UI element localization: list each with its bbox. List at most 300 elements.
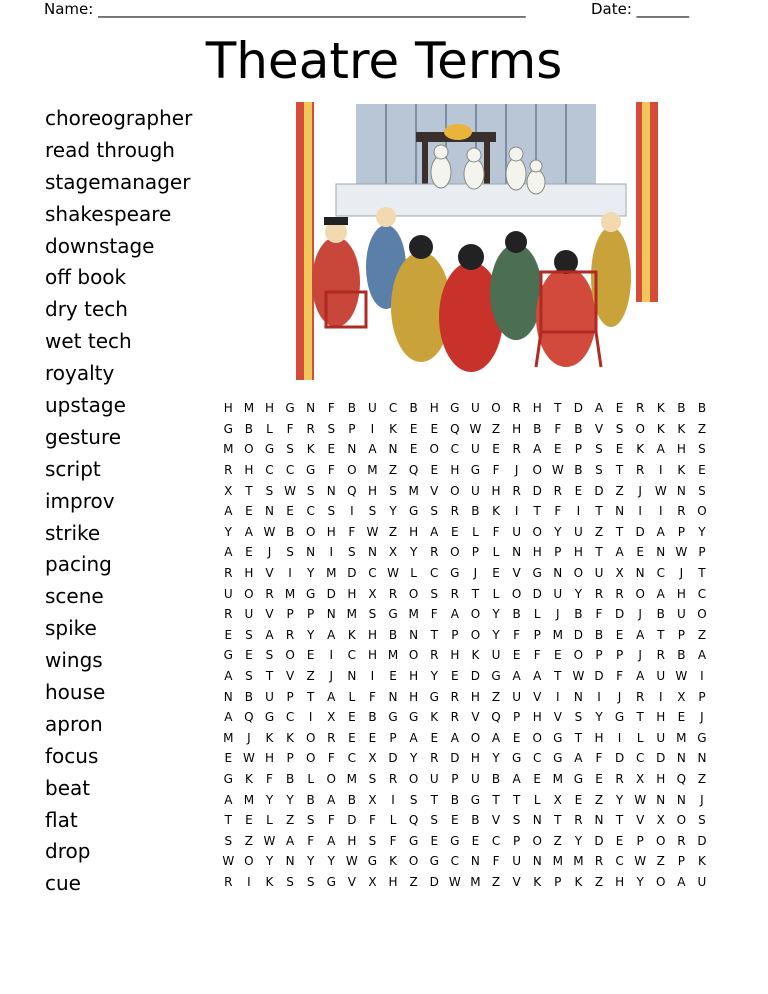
- word-list-item: stagemanager: [45, 169, 191, 194]
- grid-letter: H: [264, 751, 274, 766]
- grid-letter: P: [471, 545, 480, 560]
- grid-letter: R: [574, 813, 583, 828]
- grid-letter: K: [244, 771, 253, 786]
- grid-letter: Y: [265, 792, 274, 807]
- grid-letter: Z: [388, 524, 398, 539]
- word-list-item: cue: [45, 871, 81, 896]
- grid-letter: N: [697, 751, 707, 766]
- word-list-item: spike: [45, 616, 97, 641]
- grid-letter: E: [245, 504, 253, 519]
- grid-letter: A: [677, 874, 686, 889]
- grid-letter: S: [286, 874, 294, 889]
- grid-letter: R: [450, 504, 459, 519]
- grid-letter: A: [224, 792, 233, 807]
- grid-letter: B: [677, 401, 686, 416]
- grid-letter: B: [244, 689, 253, 704]
- grid-letter: H: [573, 545, 583, 560]
- grid-letter: C: [533, 751, 542, 766]
- grid-letter: U: [368, 401, 377, 416]
- grid-letter: O: [305, 524, 316, 539]
- grid-letter: I: [514, 504, 519, 519]
- grid-letter: P: [389, 730, 397, 745]
- grid-letter: R: [512, 483, 521, 498]
- grid-letter: E: [471, 833, 480, 848]
- grid-letter: G: [429, 689, 439, 704]
- word-list: [45, 104, 192, 901]
- grid-letter: N: [573, 689, 583, 704]
- grid-letter: E: [574, 792, 583, 807]
- grid-letter: H: [347, 586, 357, 601]
- grid-letter: E: [430, 730, 439, 745]
- grid-letter: P: [554, 545, 562, 560]
- grid-letter: O: [408, 586, 419, 601]
- grid-letter: U: [656, 730, 666, 745]
- grid-letter: B: [368, 710, 377, 725]
- grid-letter: H: [450, 463, 460, 478]
- grid-letter: T: [698, 566, 706, 581]
- grid-letter: Z: [553, 833, 562, 848]
- grid-letter: D: [429, 874, 439, 889]
- grid-letter: H: [656, 771, 666, 786]
- grid-letter: U: [512, 689, 521, 704]
- grid-letter: R: [224, 607, 233, 622]
- grid-row: [218, 748, 712, 769]
- grid-letter: J: [267, 545, 272, 560]
- grid-letter: H: [676, 442, 686, 457]
- grid-letter: F: [369, 689, 376, 704]
- word-list-item: apron: [45, 711, 103, 736]
- grid-letter: R: [450, 689, 459, 704]
- grid-letter: R: [656, 648, 665, 663]
- grid-letter: L: [266, 813, 273, 828]
- grid-letter: O: [511, 586, 522, 601]
- grid-letter: G: [408, 504, 419, 519]
- grid-letter: O: [408, 648, 419, 663]
- grid-letter: I: [638, 504, 642, 519]
- grid-letter: F: [492, 854, 500, 869]
- grid-letter: B: [594, 627, 604, 642]
- word-list-item: focus: [45, 743, 99, 768]
- grid-letter: B: [512, 607, 521, 622]
- grid-letter: F: [595, 607, 603, 622]
- grid-letter: S: [595, 442, 603, 457]
- grid-letter: T: [265, 669, 274, 684]
- grid-letter: B: [491, 771, 501, 786]
- grid-letter: U: [265, 689, 274, 704]
- grid-letter: N: [409, 627, 419, 642]
- word-list-item: improv: [45, 488, 115, 513]
- grid-letter: O: [635, 421, 645, 436]
- grid-letter: O: [470, 627, 481, 642]
- grid-letter: G: [614, 710, 625, 725]
- grid-letter: U: [656, 669, 666, 684]
- grid-letter: E: [451, 669, 459, 684]
- grid-letter: J: [700, 710, 704, 725]
- grid-letter: Y: [574, 833, 583, 848]
- word-list-item: beat: [45, 775, 91, 800]
- grid-letter: S: [368, 833, 377, 848]
- grid-letter: B: [285, 524, 295, 539]
- grid-letter: M: [346, 771, 358, 786]
- grid-letter: N: [388, 689, 398, 704]
- grid-letter: A: [491, 730, 501, 745]
- grid-letter: H: [532, 401, 542, 416]
- grid-letter: P: [348, 421, 356, 436]
- grid-letter: F: [327, 813, 335, 828]
- grid-letter: A: [450, 730, 459, 745]
- grid-letter: U: [512, 524, 521, 539]
- grid-row: [218, 604, 712, 625]
- grid-letter: E: [533, 771, 541, 786]
- grid-letter: O: [676, 813, 687, 828]
- grid-letter: W: [222, 854, 235, 869]
- grid-letter: T: [471, 586, 480, 601]
- grid-letter: T: [574, 730, 583, 745]
- grid-letter: N: [512, 545, 522, 560]
- grid-letter: F: [430, 607, 438, 622]
- grid-letter: D: [532, 483, 542, 498]
- grid-row: [218, 480, 712, 501]
- grid-letter: K: [698, 854, 706, 869]
- grid-letter: H: [367, 483, 377, 498]
- grid-letter: U: [594, 566, 604, 581]
- grid-letter: H: [326, 524, 336, 539]
- grid-letter: B: [574, 463, 583, 478]
- grid-letter: T: [492, 792, 500, 807]
- grid-letter: A: [327, 792, 336, 807]
- grid-letter: E: [286, 504, 294, 519]
- grid-letter: F: [307, 833, 315, 848]
- grid-letter: R: [450, 586, 459, 601]
- grid-letter: R: [430, 751, 439, 766]
- grid-letter: K: [389, 854, 397, 869]
- grid-letter: R: [430, 648, 439, 663]
- grid-letter: I: [350, 504, 354, 519]
- grid-letter: N: [615, 504, 625, 519]
- grid-letter: F: [266, 771, 273, 786]
- grid-letter: O: [697, 504, 707, 519]
- grid-letter: G: [553, 751, 563, 766]
- grid-letter: J: [700, 792, 704, 807]
- grid-letter: T: [615, 813, 624, 828]
- word-list-item: read through: [45, 137, 175, 162]
- grid-letter: P: [677, 854, 685, 869]
- grid-letter: Z: [491, 421, 501, 436]
- grid-letter: O: [532, 730, 542, 745]
- word-search-grid: [218, 398, 712, 892]
- grid-letter: M: [552, 627, 563, 642]
- word-list-item: drop: [45, 839, 91, 864]
- grid-letter: P: [677, 524, 685, 539]
- grid-letter: A: [430, 524, 439, 539]
- grid-letter: L: [533, 607, 541, 622]
- grid-letter: C: [285, 710, 295, 725]
- grid-letter: S: [389, 483, 397, 498]
- grid-letter: L: [389, 813, 397, 828]
- grid-letter: G: [306, 586, 316, 601]
- grid-letter: E: [512, 648, 521, 663]
- grid-letter: Y: [554, 524, 562, 539]
- grid-letter: D: [635, 524, 645, 539]
- grid-letter: S: [698, 813, 706, 828]
- grid-letter: G: [573, 771, 584, 786]
- grid-letter: N: [470, 854, 480, 869]
- page-title: Theatre Terms: [205, 32, 563, 90]
- grid-letter: T: [512, 792, 521, 807]
- grid-letter: M: [243, 401, 255, 416]
- grid-letter: J: [617, 689, 622, 704]
- grid-letter: X: [615, 566, 624, 581]
- grid-letter: E: [615, 833, 624, 848]
- grid-letter: O: [244, 442, 254, 457]
- grid-letter: N: [367, 545, 377, 560]
- grid-letter: F: [492, 463, 500, 478]
- grid-letter: A: [224, 545, 233, 560]
- grid-letter: I: [288, 566, 292, 581]
- grid-letter: R: [615, 586, 624, 601]
- grid-letter: C: [656, 566, 665, 581]
- grid-letter: F: [492, 524, 500, 539]
- grid-letter: G: [450, 833, 460, 848]
- grid-letter: K: [286, 730, 295, 745]
- grid-letter: B: [306, 792, 315, 807]
- grid-letter: Z: [491, 874, 501, 889]
- grid-letter: P: [636, 833, 644, 848]
- word-list-item: wet tech: [45, 329, 132, 354]
- grid-letter: H: [656, 710, 666, 725]
- grid-letter: G: [553, 730, 563, 745]
- grid-letter: Y: [430, 669, 438, 684]
- grid-letter: E: [492, 442, 500, 457]
- grid-letter: N: [285, 854, 295, 869]
- grid-letter: O: [244, 854, 254, 869]
- grid-letter: S: [265, 483, 274, 498]
- grid-letter: A: [224, 710, 233, 725]
- grid-letter: O: [532, 524, 542, 539]
- grid-letter: D: [594, 833, 604, 848]
- grid-letter: Y: [615, 792, 624, 807]
- grid-letter: E: [677, 710, 686, 725]
- word-list-item: royalty: [45, 361, 115, 386]
- grid-letter: O: [470, 607, 481, 622]
- grid-letter: O: [450, 483, 460, 498]
- grid-letter: E: [245, 545, 253, 560]
- grid-letter: R: [224, 874, 233, 889]
- grid-letter: B: [347, 792, 356, 807]
- grid-letter: E: [430, 421, 439, 436]
- grid-letter: A: [244, 524, 253, 539]
- word-list-item: upstage: [45, 393, 126, 418]
- grid-letter: Q: [450, 421, 460, 436]
- grid-letter: R: [306, 421, 315, 436]
- grid-letter: N: [306, 401, 316, 416]
- grid-letter: P: [286, 689, 294, 704]
- grid-letter: K: [306, 442, 315, 457]
- grid-letter: F: [554, 421, 562, 436]
- grid-letter: G: [388, 710, 398, 725]
- grid-letter: X: [656, 813, 665, 828]
- grid-letter: E: [615, 627, 624, 642]
- grid-letter: E: [430, 833, 439, 848]
- grid-letter: P: [698, 545, 706, 560]
- grid-letter: T: [430, 792, 438, 807]
- grid-letter: M: [326, 566, 337, 581]
- grid-letter: H: [409, 524, 419, 539]
- grid-letter: Z: [615, 483, 624, 498]
- grid-letter: M: [223, 442, 234, 457]
- grid-letter: K: [656, 421, 665, 436]
- grid-letter: T: [430, 627, 438, 642]
- grid-letter: O: [429, 442, 439, 457]
- grid-letter: G: [511, 751, 522, 766]
- grid-letter: R: [636, 463, 645, 478]
- grid-letter: E: [430, 463, 439, 478]
- grid-letter: G: [223, 771, 233, 786]
- grid-letter: Y: [265, 854, 274, 869]
- grid-letter: P: [615, 648, 624, 663]
- grid-letter: Y: [389, 504, 397, 519]
- grid-letter: E: [554, 442, 562, 457]
- grid-letter: W: [634, 792, 647, 807]
- grid-letter: N: [347, 669, 357, 684]
- grid-letter: Z: [409, 874, 418, 889]
- word-list-item: pacing: [45, 552, 112, 577]
- grid-letter: K: [574, 874, 583, 889]
- grid-letter: H: [470, 689, 480, 704]
- grid-letter: H: [367, 648, 377, 663]
- grid-letter: N: [264, 504, 274, 519]
- grid-letter: O: [450, 545, 460, 560]
- grid-letter: V: [636, 813, 645, 828]
- grid-letter: N: [553, 566, 563, 581]
- grid-letter: B: [347, 401, 356, 416]
- grid-letter: B: [697, 401, 707, 416]
- grid-letter: M: [243, 792, 255, 807]
- grid-letter: K: [492, 504, 500, 519]
- grid-letter: K: [533, 874, 542, 889]
- grid-letter: Y: [492, 607, 500, 622]
- grid-letter: I: [370, 669, 375, 684]
- theatre-illustration: [296, 102, 658, 380]
- grid-letter: E: [224, 627, 233, 642]
- grid-letter: C: [347, 648, 357, 663]
- grid-letter: A: [656, 442, 665, 457]
- grid-letter: K: [636, 442, 645, 457]
- grid-letter: T: [307, 689, 315, 704]
- grid-letter: I: [391, 792, 395, 807]
- grid-letter: R: [265, 586, 274, 601]
- grid-letter: Y: [307, 627, 315, 642]
- grid-letter: E: [409, 421, 418, 436]
- grid-letter: R: [512, 401, 521, 416]
- grid-letter: X: [368, 751, 377, 766]
- grid-letter: J: [329, 669, 334, 684]
- grid-row: [218, 583, 712, 604]
- grid-letter: P: [595, 648, 603, 663]
- grid-letter: N: [326, 483, 336, 498]
- grid-letter: I: [329, 648, 334, 663]
- grid-letter: D: [594, 483, 604, 498]
- grid-letter: R: [450, 710, 459, 725]
- grid-letter: G: [470, 463, 481, 478]
- grid-letter: D: [388, 751, 398, 766]
- grid-letter: W: [263, 833, 276, 848]
- grid-letter: D: [594, 669, 604, 684]
- grid-letter: I: [247, 874, 251, 889]
- grid-letter: R: [285, 627, 295, 642]
- grid-letter: Y: [492, 751, 500, 766]
- grid-letter: J: [679, 566, 684, 581]
- grid-letter: N: [326, 607, 336, 622]
- grid-letter: D: [532, 586, 542, 601]
- grid-letter: Y: [307, 566, 315, 581]
- grid-letter: E: [306, 648, 315, 663]
- grid-letter: M: [676, 730, 687, 745]
- grid-letter: M: [552, 854, 563, 869]
- grid-letter: R: [615, 771, 624, 786]
- grid-letter: R: [553, 483, 562, 498]
- grid-letter: S: [286, 545, 294, 560]
- grid-letter: D: [573, 627, 584, 642]
- grid-letter: C: [491, 833, 501, 848]
- grid-letter: M: [284, 586, 296, 601]
- grid-letter: B: [409, 401, 418, 416]
- grid-row: [218, 686, 712, 707]
- grid-row: [218, 872, 712, 893]
- grid-letter: P: [286, 607, 294, 622]
- grid-letter: U: [471, 771, 480, 786]
- word-list-item: choreographer: [45, 106, 193, 130]
- grid-letter: A: [533, 442, 542, 457]
- grid-letter: K: [347, 627, 356, 642]
- grid-letter: X: [553, 792, 562, 807]
- grid-letter: A: [512, 669, 521, 684]
- grid-letter: S: [615, 421, 624, 436]
- grid-letter: B: [471, 813, 480, 828]
- grid-letter: L: [348, 689, 356, 704]
- grid-letter: N: [306, 545, 316, 560]
- grid-letter: G: [429, 854, 439, 869]
- grid-letter: O: [305, 751, 316, 766]
- grid-letter: X: [224, 483, 233, 498]
- grid-letter: S: [512, 813, 521, 828]
- grid-letter: H: [244, 566, 254, 581]
- grid-letter: A: [224, 504, 233, 519]
- grid-letter: F: [327, 401, 335, 416]
- grid-letter: O: [573, 566, 584, 581]
- grid-letter: I: [617, 730, 622, 745]
- grid-letter: L: [636, 730, 644, 745]
- grid-letter: G: [697, 730, 707, 745]
- grid-letter: W: [551, 463, 564, 478]
- grid-letter: T: [657, 627, 665, 642]
- grid-letter: P: [451, 771, 459, 786]
- grid-letter: B: [244, 421, 253, 436]
- grid-letter: Q: [244, 710, 254, 725]
- grid-letter: F: [513, 627, 521, 642]
- grid-row: [218, 789, 712, 810]
- grid-letter: M: [367, 463, 378, 478]
- grid-letter: U: [573, 524, 583, 539]
- grid-letter: C: [430, 566, 439, 581]
- grid-letter: J: [638, 648, 642, 663]
- grid-letter: T: [615, 463, 624, 478]
- grid-letter: C: [306, 504, 315, 519]
- grid-letter: C: [368, 566, 377, 581]
- grid-letter: F: [389, 833, 397, 848]
- grid-letter: Z: [306, 669, 315, 684]
- grid-letter: I: [597, 689, 601, 704]
